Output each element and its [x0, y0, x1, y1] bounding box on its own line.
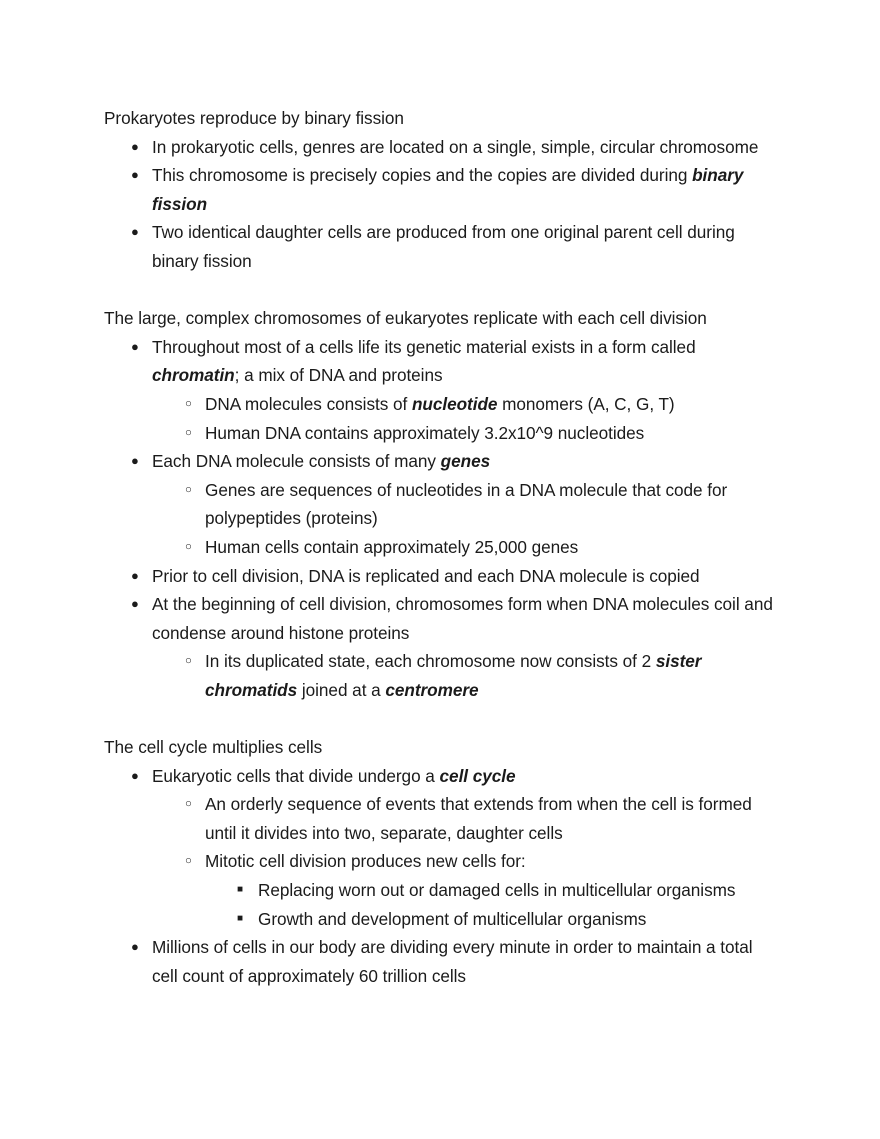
- bullet-item-level-1: [104, 161, 776, 218]
- filled-square-bullet-icon: [237, 905, 249, 934]
- outline-section: [104, 104, 776, 276]
- bullet-text: Mitotic cell division produces new cells for:: [205, 851, 526, 872]
- hollow-circle-bullet-icon: [185, 847, 197, 876]
- bullet-list: [104, 333, 776, 705]
- bullet-item-level-3: [104, 905, 776, 934]
- bullet-text: At the beginning of cell division, chromosomes form when DNA molecules coil and condense around histone proteins: [152, 594, 773, 643]
- bullet-text: Prior to cell division, DNA is replicated and each DNA molecule is copied: [152, 565, 700, 586]
- bullet-item-level-1: [104, 133, 776, 162]
- bullet-text: Growth and development of multicellular organisms: [258, 908, 647, 929]
- bullet-item-level-2: [104, 790, 776, 847]
- bullet-text: monomers (A, C, G, T): [497, 393, 675, 414]
- bullet-item-level-1: [104, 333, 776, 390]
- bullet-text: An orderly sequence of events that extends from when the cell is formed until it divides into two, separate, daughter cells: [205, 794, 752, 843]
- bullet-text: In prokaryotic cells, genres are located on a single, simple, circular chromosome: [152, 136, 759, 157]
- key-term: binary fission: [152, 165, 744, 214]
- key-term: chromatin: [152, 365, 235, 386]
- filled-square-bullet-icon: [237, 876, 249, 905]
- paragraph-spacer: [104, 276, 776, 305]
- bullet-text: Eukaryotic cells that divide undergo a: [152, 765, 440, 786]
- bullet-item-level-1: [104, 590, 776, 647]
- paragraph-spacer: [104, 704, 776, 733]
- key-term: centromere: [385, 679, 479, 700]
- bullet-text: Genes are sequences of nucleotides in a DNA molecule that code for polypeptides (proteins): [205, 479, 728, 529]
- bullet-list: [104, 133, 776, 276]
- hollow-circle-bullet-icon: [185, 476, 197, 505]
- filled-circle-bullet-icon: [131, 933, 143, 962]
- bullet-text: Human DNA contains approximately 3.2x10^9 nucleotides: [205, 422, 645, 443]
- key-term: sister chromatids: [205, 651, 702, 700]
- section-heading: The cell cycle multiplies cells: [104, 737, 323, 758]
- hollow-circle-bullet-icon: [185, 390, 197, 419]
- bullet-text: DNA molecules consists of: [205, 393, 412, 414]
- bullet-item-level-1: [104, 218, 776, 275]
- bullet-text: Millions of cells in our body are dividing every minute in order to maintain a total cell count of approximately 60 trillion cells: [152, 937, 753, 986]
- hollow-circle-bullet-icon: [185, 419, 197, 448]
- bullet-item-level-1: [104, 562, 776, 591]
- outline-section: [104, 733, 776, 990]
- filled-circle-bullet-icon: [131, 762, 143, 791]
- outline-section: [104, 304, 776, 704]
- bullet-item-level-1: [104, 933, 776, 990]
- bullet-item-level-2: [104, 390, 776, 419]
- bullet-list: [104, 762, 776, 991]
- key-term: nucleotide: [411, 393, 498, 414]
- filled-circle-bullet-icon: [131, 590, 143, 619]
- bullet-text: ; a mix of DNA and proteins: [234, 365, 443, 386]
- section-heading: The large, complex chromosomes of eukaryotes replicate with each cell division: [104, 308, 707, 329]
- key-term: genes: [440, 451, 491, 472]
- bullet-text: This chromosome is precisely copies and the copies are divided during: [152, 165, 693, 186]
- bullet-item-level-2: [104, 647, 776, 704]
- bullet-item-level-2: [104, 476, 776, 533]
- hollow-circle-bullet-icon: [185, 647, 197, 676]
- filled-circle-bullet-icon: [131, 133, 143, 162]
- bullet-item-level-2: [104, 419, 776, 448]
- bullet-item-level-1: [104, 762, 776, 791]
- bullet-item-level-2: [104, 847, 776, 876]
- bullet-text: Throughout most of a cells life its genetic material exists in a form called: [152, 336, 696, 357]
- bullet-text: Replacing worn out or damaged cells in multicellular organisms: [258, 880, 736, 901]
- filled-circle-bullet-icon: [131, 333, 143, 362]
- key-term: cell cycle: [439, 765, 516, 786]
- bullet-text: Two identical daughter cells are produced from one original parent cell during binary fission: [152, 222, 735, 271]
- bullet-item-level-2: [104, 533, 776, 562]
- document-body: [104, 104, 776, 990]
- filled-circle-bullet-icon: [131, 161, 143, 190]
- hollow-circle-bullet-icon: [185, 790, 197, 819]
- filled-circle-bullet-icon: [131, 447, 143, 476]
- bullet-item-level-3: [104, 876, 776, 905]
- bullet-text: In its duplicated state, each chromosome now consists of 2: [205, 651, 656, 672]
- filled-circle-bullet-icon: [131, 562, 143, 591]
- section-heading: Prokaryotes reproduce by binary fission: [104, 108, 404, 128]
- bullet-text: Each DNA molecule consists of many: [152, 451, 441, 472]
- bullet-text: Human cells contain approximately 25,000 genes: [205, 536, 579, 557]
- hollow-circle-bullet-icon: [185, 533, 197, 562]
- bullet-text: joined at a: [297, 679, 386, 700]
- bullet-item-level-1: [104, 447, 776, 476]
- filled-circle-bullet-icon: [131, 218, 143, 247]
